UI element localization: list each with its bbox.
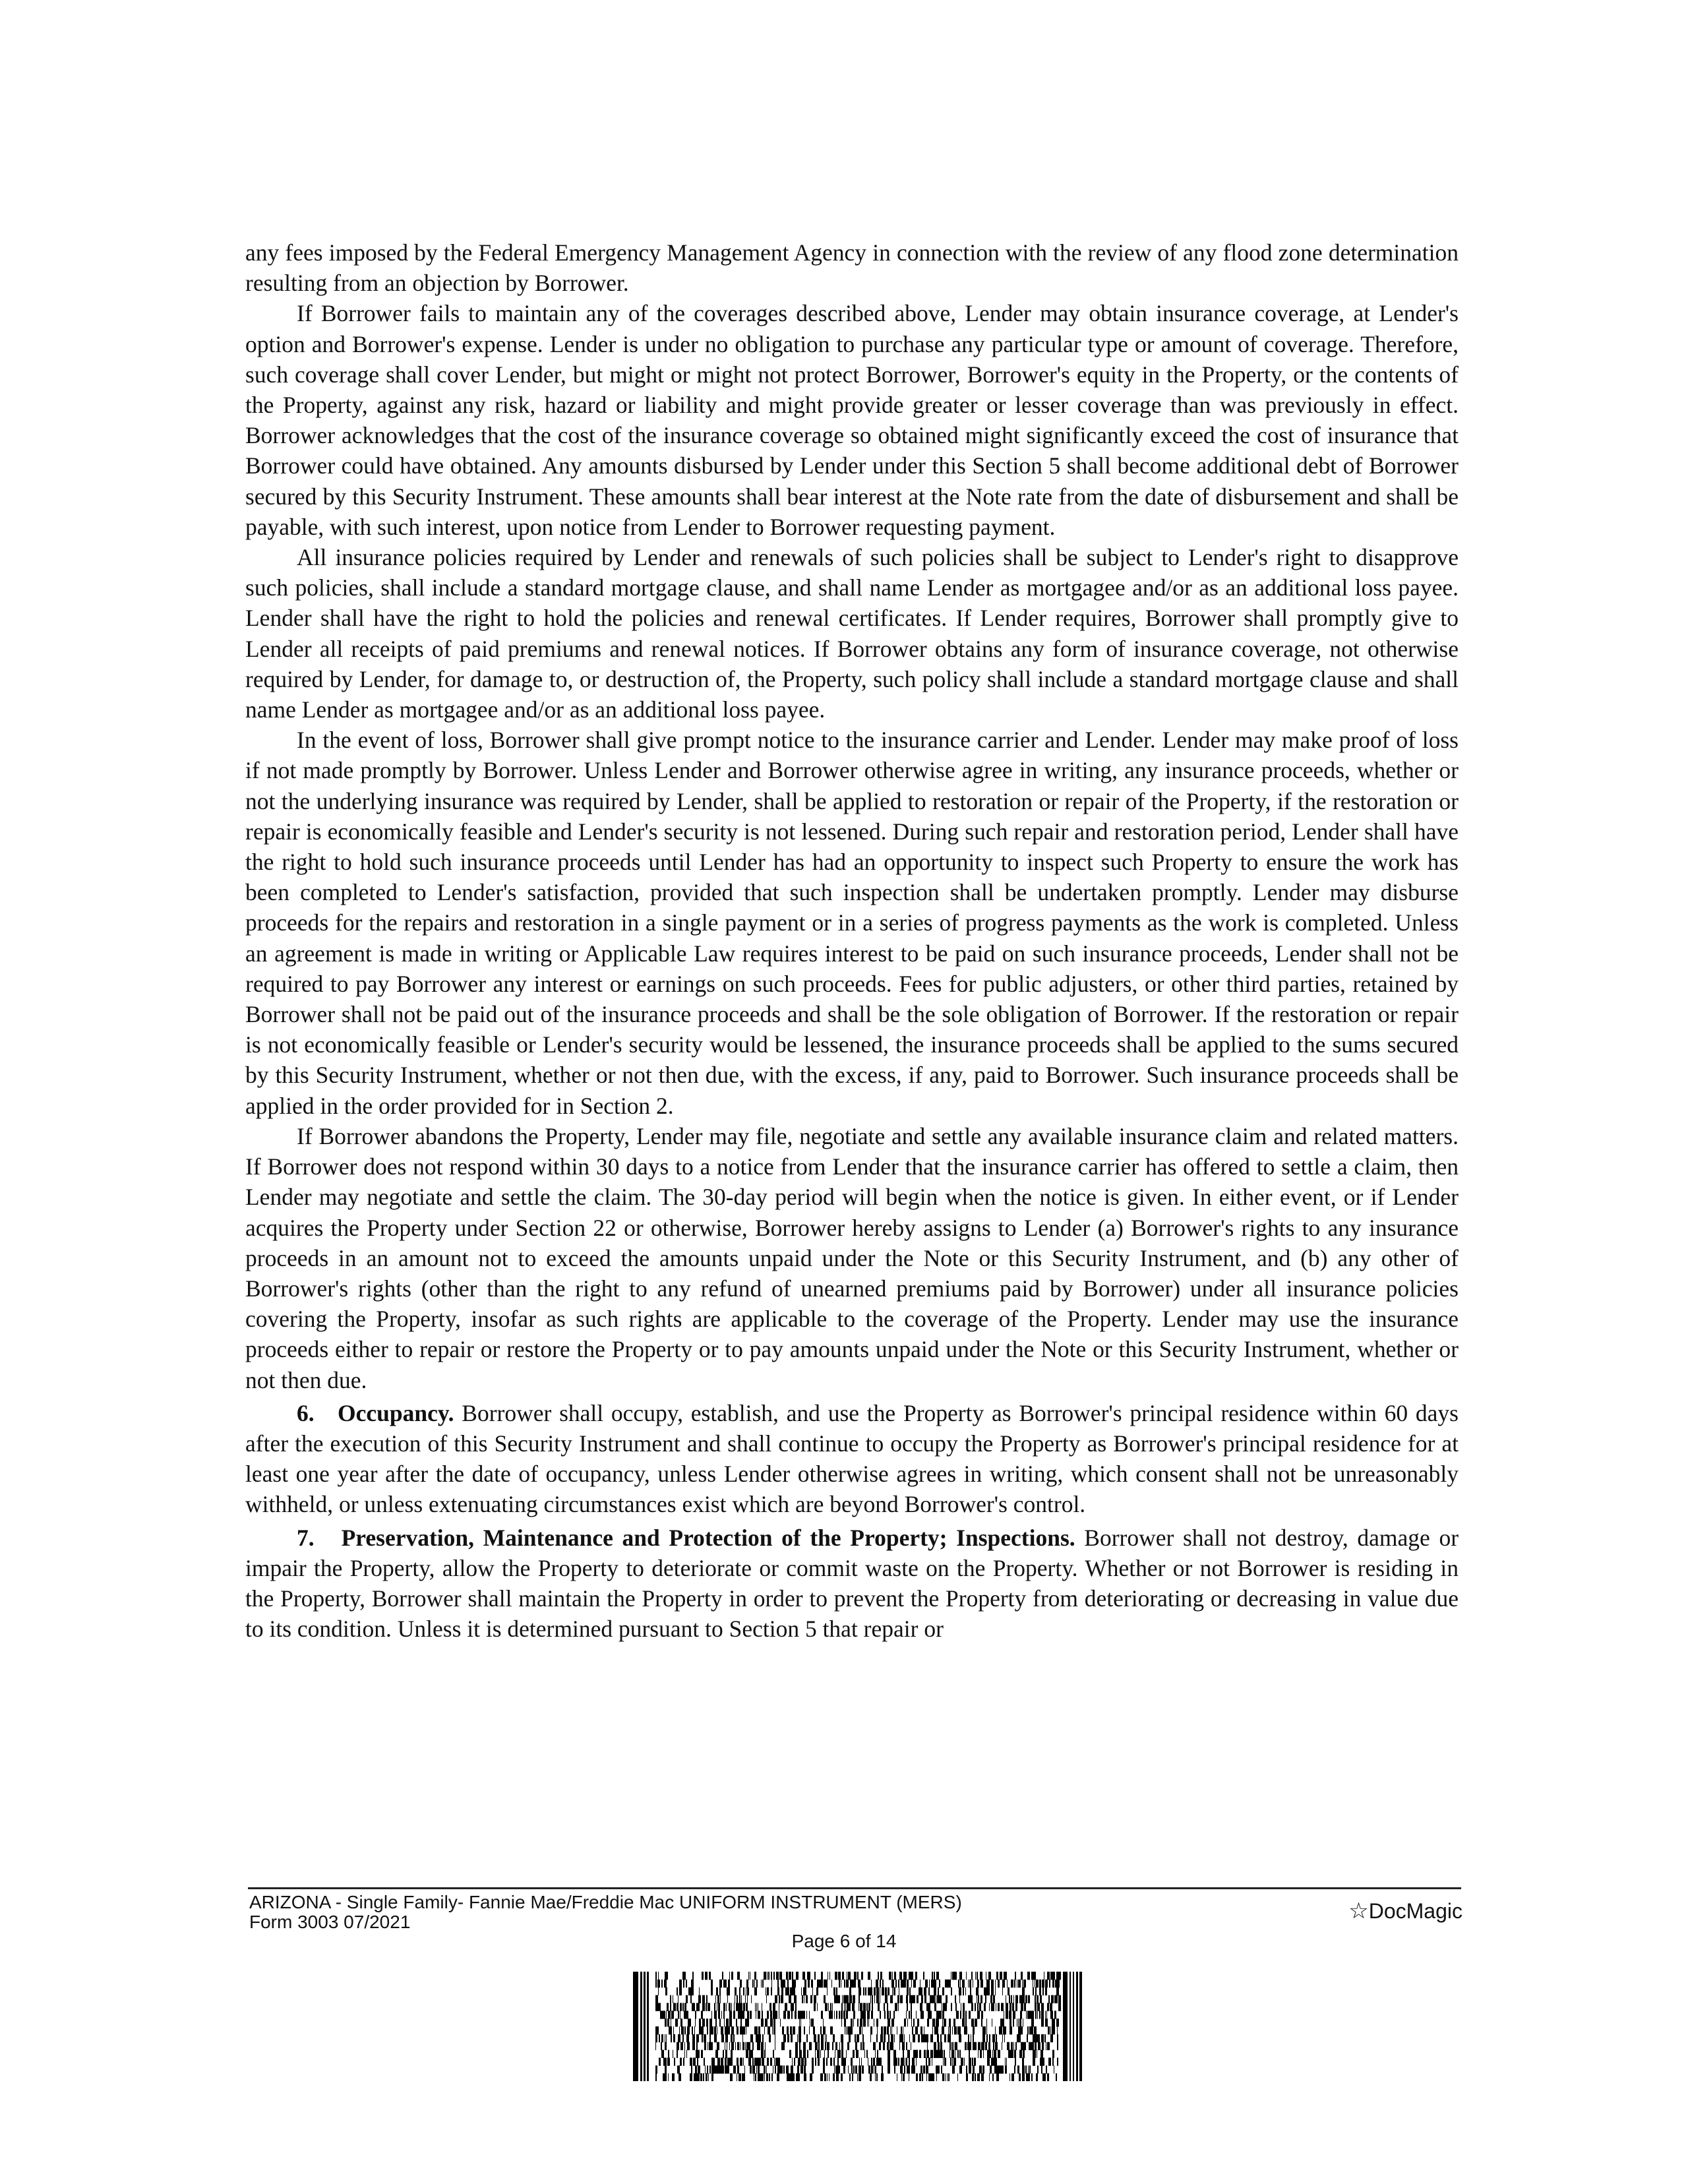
brand-name: DocMagic <box>1368 1899 1462 1923</box>
paragraph-insurance-policies: All insurance policies required by Lender and renewals of such policies shall be subject to Lender's right to disapprove such policies, shall include a standard mortgage clause, and shall name Lender as mortgagee and/or as an additional loss payee. Lender shall have the right to hold the policies and renewal certificates. If Lender requires, Borrower shall promptly give to Lender all receipts of paid premiums and renewal notices. If Borrower obtains any form of insurance coverage, not otherwise required by Lender, for damage to, or destruction of, the Property, such policy shall include a standard mortgage clause and shall name Lender as mortgagee and/or as an additional loss payee. <box>245 544 1459 723</box>
paragraph-event-of-loss: In the event of loss, Borrower shall give prompt notice to the insurance carrier and Lender. Lender may make proof of loss if not made promptly by Borrower. Unless Lender and Borrower otherwise agree in writing, any insurance proceeds, whether or not the underlying insurance was required by Lender, shall be applied to restoration or repair of the Property, if the restoration or repair is economically feasible and Lender's security is not lessened. During such repair and restoration period, Lender shall have the right to hold such insurance proceeds until Lender has had an opportunity to inspect such Property to ensure the work has been completed to Lender's satisfaction, provided that such inspection shall be undertaken promptly. Lender may disburse proceeds for the repairs and restoration in a single payment or in a series of progress payments as the work is completed. Unless an agreement is made in writing or Applicable Law requires interest to be paid on such insurance proceeds, Lender shall not be required to pay Borrower any interest or earnings on such proceeds. Fees for public adjusters, or other third parties, retained by Borrower shall not be paid out of the insurance proceeds and shall be the sole obligation of Borrower. If the restoration or repair is not economically feasible or Lender's security would be lessened, the insurance proceeds shall be applied to the sums secured by this Security Instrument, whether or not then due, with the excess, if any, paid to Borrower. Such insurance proceeds shall be applied in the order provided for in Section 2. <box>245 727 1459 1119</box>
footer-form-number: Form 3003 07/2021 <box>249 1912 411 1932</box>
section-title: Occupancy. <box>337 1399 454 1426</box>
document-body <box>245 237 1459 1644</box>
paragraph-abandonment: If Borrower abandons the Property, Lender may file, negotiate and settle any available insurance claim and related matters. If Borrower does not respond within 30 days to a notice from Lender that the insurance carrier has offered to settle a claim, then Lender may negotiate and settle the claim. The 30-day period will begin when the notice is given. In either event, or if Lender acquires the Property under Section 22 or otherwise, Borrower hereby assigns to Lender (a) Borrower's rights to any insurance proceeds in an amount not to exceed the amounts unpaid under the Note or this Security Instrument, and (b) any other of Borrower's rights (other than the right to any refund of unearned premiums paid by Borrower) under all insurance policies covering the Property, insofar as such rights are applicable to the coverage of the Property. Lender may use the insurance proceeds either to repair or restore the Property or to pay amounts unpaid under the Note or this Security Instrument, whether or not then due. <box>245 1122 1459 1393</box>
section-text: Borrower shall occupy, establish, and use the Property as Borrower's principal residence within 60 days after the execution of this Security Instrument and shall continue to occupy the Property as Borrower's principal residence for at least one year after the date of occupancy, unless Lender otherwise agrees in writing, which consent shall not be unreasonably withheld, or unless extenuating circumstances exist which are beyond Borrower's control. <box>245 1399 1459 1518</box>
section-number: 6. <box>297 1399 315 1426</box>
paragraph-flood-fees: any fees imposed by the Federal Emergency Management Agency in connection with the review of any flood zone determination resulting from an objection by Borrower. <box>245 239 1459 297</box>
section-number: 7. <box>297 1524 315 1551</box>
docmagic-logo <box>1324 1898 1462 1924</box>
footer-form-info <box>249 1893 962 1932</box>
footer-form-title: ARIZONA - Single Family- Fannie Mae/Freddie Mac UNIFORM INSTRUMENT (MERS) <box>249 1892 962 1912</box>
section-6-occupancy <box>245 1398 1459 1520</box>
page-number: Page 6 of 14 <box>791 1931 897 1951</box>
section-7-preservation <box>245 1523 1459 1645</box>
section-text: Borrower shall not destroy, damage or impair the Property, allow the Property to deteriorate or commit waste on the Property. Whether or not Borrower is residing in the Property, Borrower shall maintain the Property in order to prevent the Property from deteriorating or decreasing in value due to its condition. Unless it is determined pursuant to Section 5 that repair or <box>245 1524 1459 1643</box>
paragraph-lender-coverage: If Borrower fails to maintain any of the coverages described above, Lender may obtain insurance coverage, at Lender's option and Borrower's expense. Lender is under no obligation to purchase any particular type or amount of coverage. Therefore, such coverage shall cover Lender, but might or might not protect Borrower, Borrower's equity in the Property, or the contents of the Property, against any risk, hazard or liability and might provide greater or lesser coverage than was previously in effect. Borrower acknowledges that the cost of the insurance coverage so obtained might significantly exceed the cost of insurance that Borrower could have obtained. Any amounts disbursed by Lender under this Section 5 shall become additional debt of Borrower secured by this Security Instrument. These amounts shall bear interest at the Note rate from the date of disbursement and shall be payable, with such interest, upon notice from Lender to Borrower requesting payment. <box>245 300 1459 540</box>
star-icon: ☆ <box>1348 1898 1369 1924</box>
section-title: Preservation, Maintenance and Protection of the Property; Inspections. <box>341 1524 1075 1551</box>
pdf417-barcode-icon <box>633 1972 1083 2081</box>
footer-divider <box>248 1887 1461 1889</box>
